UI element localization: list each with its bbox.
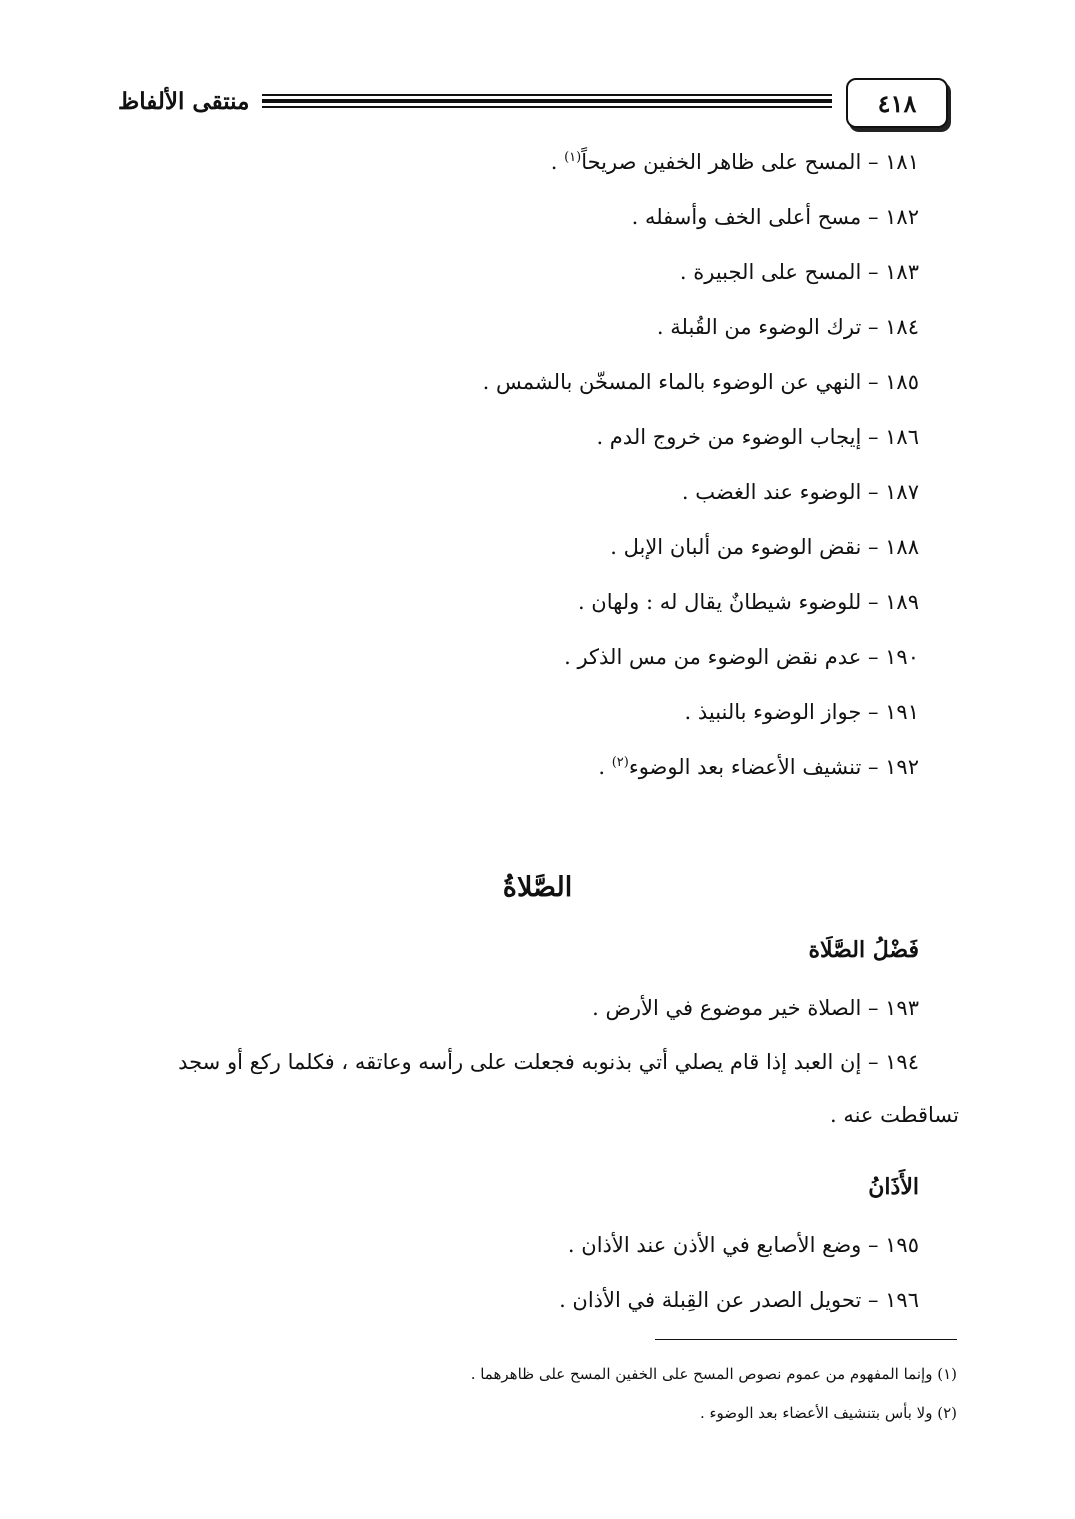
header-rule [262, 94, 832, 111]
list-item: ١٨٤ – ترك الوضوء من القُبلة . [656, 315, 919, 339]
section-title: الصَّلاةُ [502, 872, 573, 903]
book-title: منتقى الألفاظ [118, 88, 250, 115]
list-item: ١٨٥ – النهي عن الوضوء بالماء المسخّن بالشمس . [482, 370, 919, 394]
list-item: ١٩٢ – تنشيف الأعضاء بعد الوضوء$^{(٢)}$ . [598, 755, 919, 779]
list-item: ١٨٩ – للوضوء شيطانٌ يقال له : ولهان . [577, 590, 919, 614]
list-item: ١٨٦ – إيجاب الوضوء من خروج الدم . [596, 425, 919, 449]
list-item: ١٩١ – جواز الوضوء بالنبيذ . [684, 700, 919, 724]
subheading: الأَذَانُ [868, 1174, 919, 1200]
footnote-ref: (٢) [611, 755, 629, 770]
list-item: ١٩٣ – الصلاة خير موضوع في الأرض . [592, 996, 919, 1020]
list-item: ١٨١ – المسح على ظاهر الخفين صريحاً$^{(١)}$ . [550, 150, 919, 174]
page-header [0, 74, 1075, 134]
list-item: ١٩٥ – وضع الأصابع في الأذن عند الأذان . [567, 1233, 919, 1257]
footnote: (٢) ولا بأس بتنشيف الأعضاء بعد الوضوء . [699, 1404, 957, 1422]
page-number-frame [846, 78, 948, 128]
list-item: ١٨٨ – نقض الوضوء من ألبان الإبل . [610, 535, 919, 559]
footnote-divider [655, 1339, 957, 1340]
list-item: ١٨٢ – مسح أعلى الخف وأسفله . [631, 205, 919, 229]
page-number: ٤١٨ [877, 88, 917, 118]
list-item: ١٩٠ – عدم نقض الوضوء من مس الذكر . [564, 645, 919, 669]
list-item: ١٩٦ – تحويل الصدر عن القِبلة في الأذان . [559, 1288, 919, 1312]
list-item: ١٨٣ – المسح على الجبيرة . [679, 260, 919, 284]
paragraph: ١٩٤ – إن العبد إذا قام يصلي أتي بذنوبه فجعلت على رأسه وعاتقه ، فكلما ركع أو سجد تساقطت عنه . [178, 1050, 959, 1127]
list-item: ١٨٧ – الوضوء عند الغضب . [681, 480, 919, 504]
footnote: (١) وإنما المفهوم من عموم نصوص المسح على الخفين المسح على ظاهرهما . [470, 1365, 957, 1383]
subheading: فَضْلُ الصَّلَاة [808, 937, 919, 963]
footnote-ref: (١) [564, 150, 582, 165]
